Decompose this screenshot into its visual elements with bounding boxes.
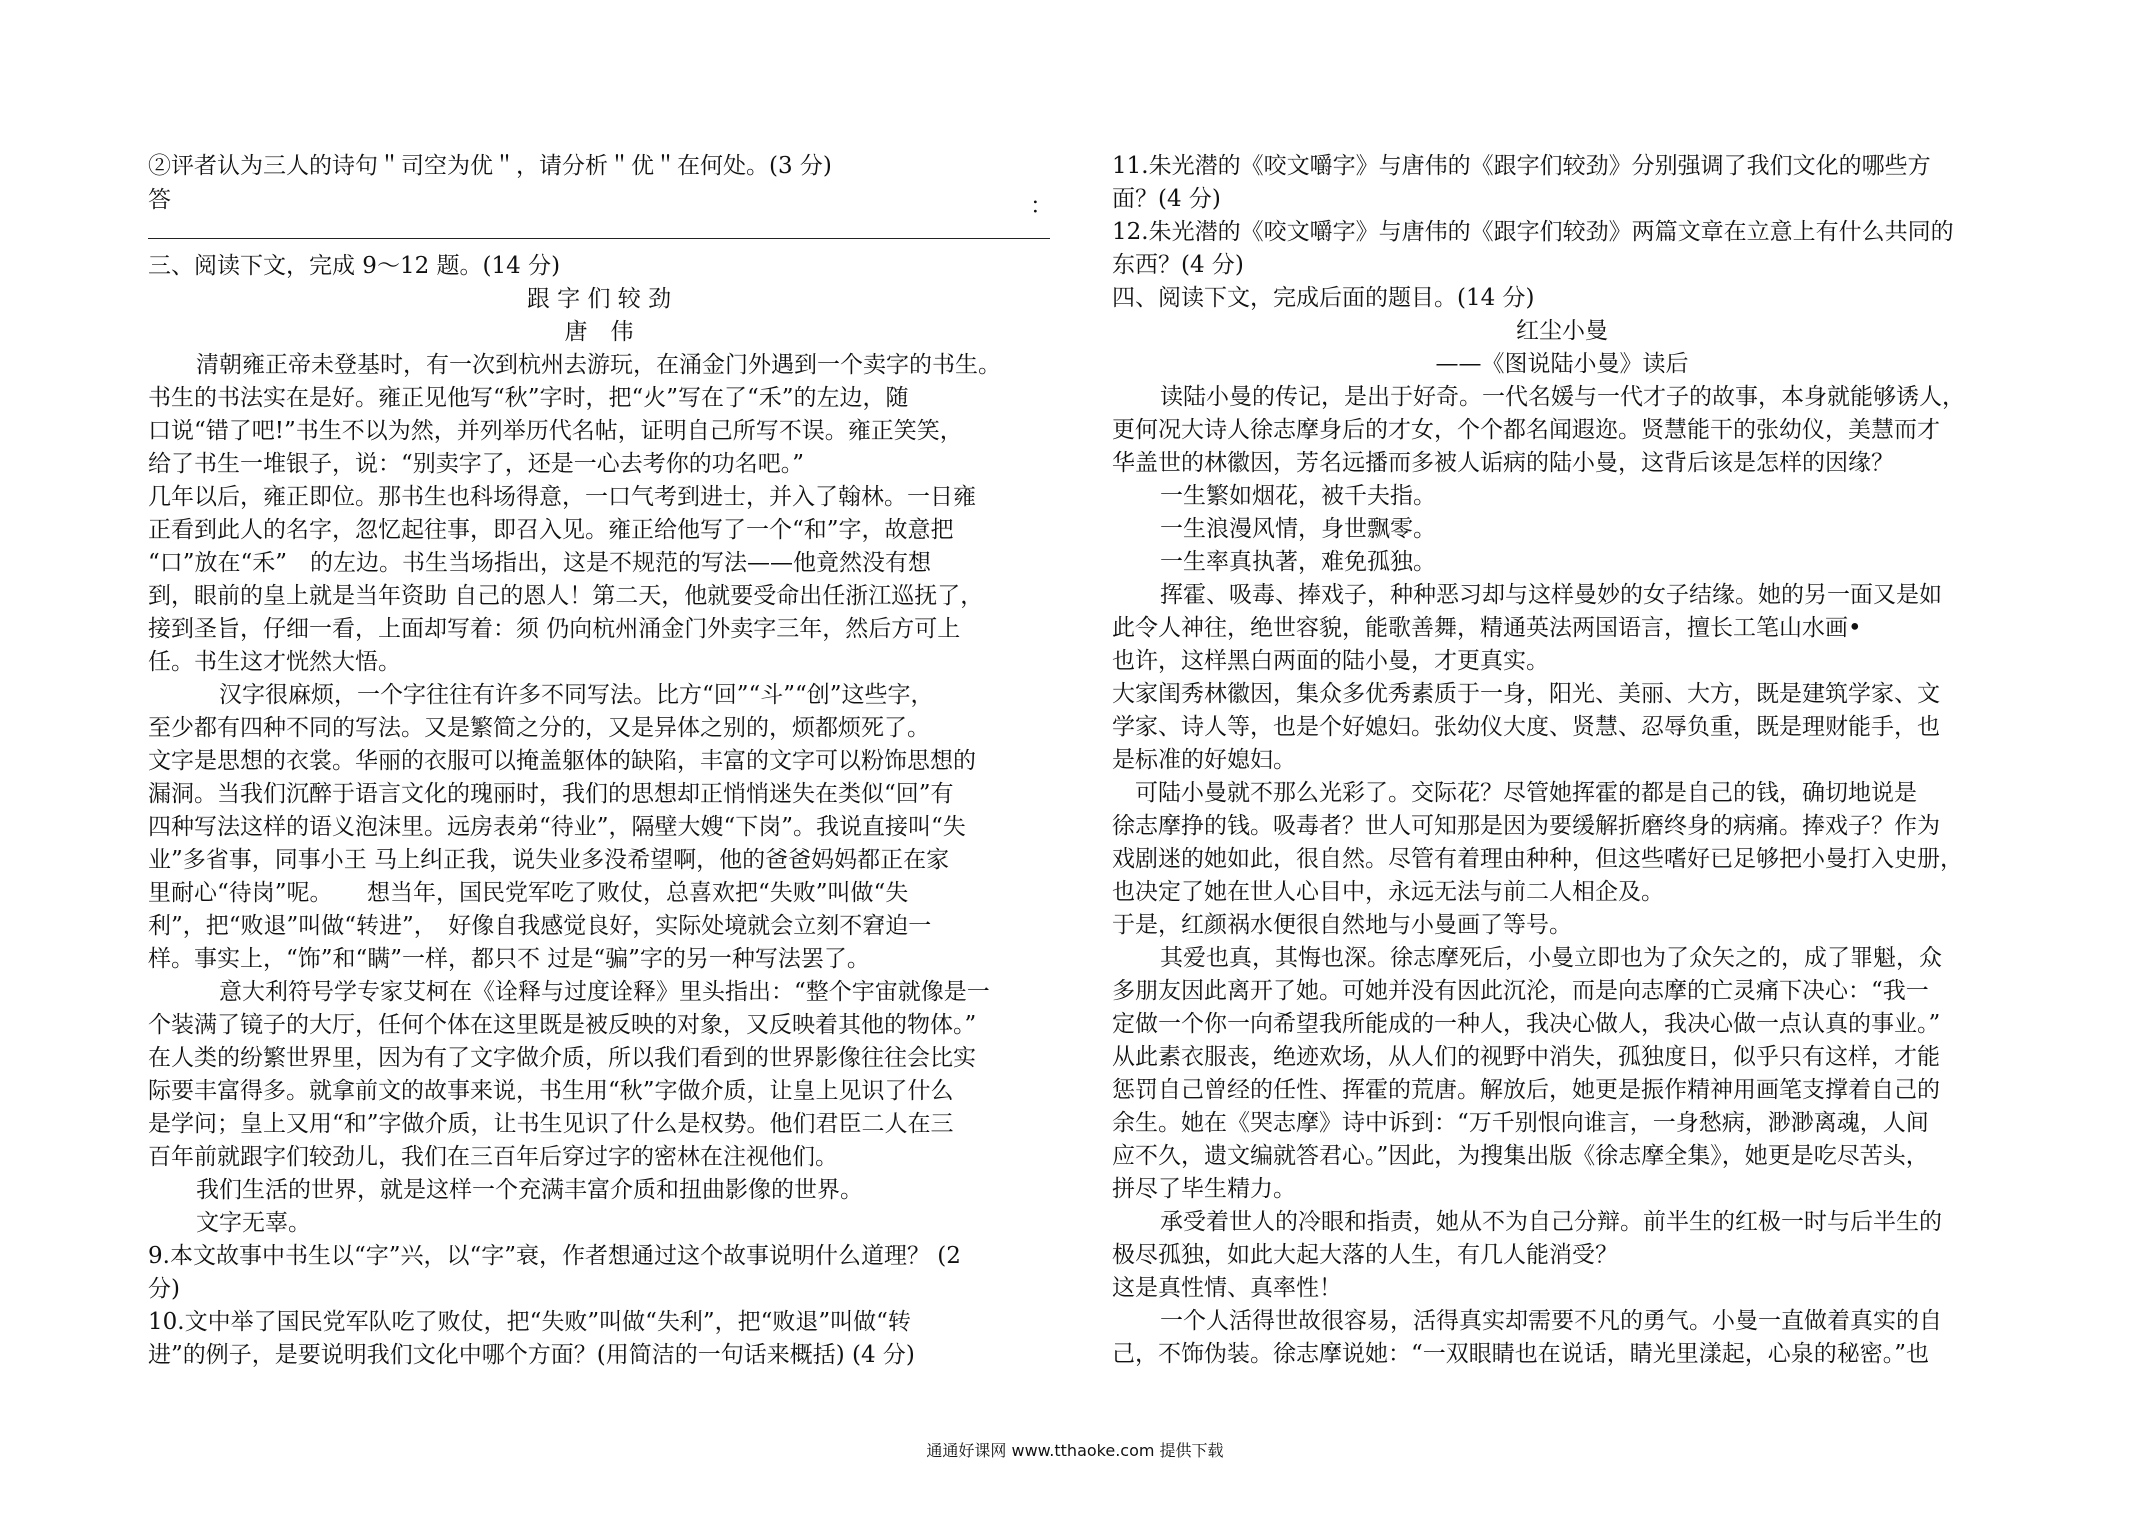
question-9-cont: 分) bbox=[148, 1276, 180, 1302]
paragraph-line: 文字是思想的衣裳。华丽的衣服可以掩盖躯体的缺陷，丰富的文字可以粉饰思想的 bbox=[148, 748, 976, 774]
paragraph-line: 大家闺秀林徽因，集众多优秀素质于一身，阳光、美丽、大方，既是建筑学家、文 bbox=[1112, 681, 1940, 707]
question-8-2: ②评者认为三人的诗句＂司空为优＂，请分析＂优＂在何处。(3 分) bbox=[148, 153, 832, 179]
section-3-heading: 三、阅读下文，完成 9～12 题。(14 分) bbox=[148, 253, 561, 279]
paragraph-line: 业”多省事，同事小王 马上纠正我，说失业多没希望啊，他的爸爸妈妈都正在家 bbox=[148, 847, 950, 873]
paragraph-line: 学家、诗人等，也是个好媳妇。张幼仪大度、贤慧、忍辱负重，既是理财能手，也 bbox=[1112, 714, 1940, 740]
article-title: 红尘小曼 bbox=[1516, 318, 1608, 344]
paragraph-line: 定做一个你一向希望我所能成的一种人，我决心做人，我决心做一点认真的事业。” bbox=[1112, 1011, 1941, 1037]
paragraph-line: 书生的书法实在是好。雍正见他写“秋”字时，把“火”写在了“禾”的左边，随 bbox=[148, 385, 909, 411]
paragraph-line: 际要丰富得多。就拿前文的故事来说，书生用“秋”字做介质，让皇上见识了什么 bbox=[148, 1078, 954, 1104]
paragraph-line: 从此素衣服丧，绝迹欢场，从人们的视野中消失，孤独度日，似乎只有这样，才能 bbox=[1112, 1044, 1940, 1070]
paragraph-line: 一个人活得世故很容易，活得真实却需要不凡的勇气。小曼一直做着真实的自 bbox=[1160, 1308, 1942, 1334]
article-title: 跟 字 们 较 劲 bbox=[526, 286, 672, 312]
paragraph-line: 给了书生一堆银子，说：“别卖字了，还是一心去考你的功名吧。” bbox=[148, 451, 805, 477]
paragraph-line: 己，不饰伪装。徐志摩说她：“一双眼睛也在说话，睛光里漾起，心泉的秘密。”也 bbox=[1112, 1341, 1930, 1367]
paragraph-line: 也决定了她在世人心目中，永远无法与前二人相企及。 bbox=[1112, 879, 1664, 905]
question-9: 9.本文故事中书生以“字”兴，以“字”衰，作者想通过这个故事说明什么道理？ (2 bbox=[148, 1243, 961, 1269]
paragraph-line: 应不久，遗文编就答君心。”因此，为搜集出版《徐志摩全集》，她更是吃尽苦头， bbox=[1112, 1143, 1929, 1169]
paragraph-line: 挥霍、吸毒、捧戏子，种种恶习却与这样曼妙的女子结缘。她的另一面又是如 bbox=[1160, 582, 1942, 608]
answer-colon: ： bbox=[1030, 193, 1053, 219]
paragraph-line: 漏洞。当我们沉醉于语言文化的瑰丽时，我们的思想却正悄悄迷失在类似“回”有 bbox=[148, 781, 954, 807]
paragraph-line: 是标准的好媳妇。 bbox=[1112, 747, 1296, 773]
paragraph-line: 华盖世的林徽因，芳名远播而多被人诟病的陆小曼，这背后该是怎样的因缘？ bbox=[1112, 450, 1894, 476]
paragraph-line: 正看到此人的名字，忽忆起往事，即召入见。雍正给他写了一个“和”字，故意把 bbox=[148, 517, 954, 543]
paragraph-line: 样。事实上，“饰”和“瞒”一样，都只不 过是“骗”字的另一种写法罢了。 bbox=[148, 946, 870, 972]
question-11: 11.朱光潜的《咬文嚼字》与唐伟的《跟字们较劲》分别强调了我们文化的哪些方 bbox=[1112, 153, 1931, 179]
paragraph-line: 这是真性情、真率性！ bbox=[1112, 1275, 1342, 1301]
paragraph-line: 读陆小曼的传记，是出于好奇。一代名媛与一代才子的故事，本身就能够诱人， bbox=[1160, 384, 1965, 410]
paragraph-line: 一生繁如烟花，被千夫指。 bbox=[1160, 483, 1436, 509]
paragraph-line: 戏剧迷的她如此，很自然。尽管有着理由种种，但这些嗜好已足够把小曼打入史册， bbox=[1112, 846, 1963, 872]
question-12-cont: 东西？(4 分) bbox=[1112, 252, 1244, 278]
paragraph-line: 徐志摩挣的钱。吸毒者？世人可知那是因为要缓解折磨终身的病痛。捧戏子？作为 bbox=[1112, 813, 1940, 839]
question-10: 10.文中举了国民党军队吃了败仗，把“失败”叫做“失利”，把“败退”叫做“转 bbox=[148, 1309, 911, 1335]
paragraph-line: 利”，把“败退”叫做“转进”， 好像自我感觉良好，实际处境就会立刻不窘迫一 bbox=[148, 913, 932, 939]
right-column bbox=[1112, 0, 2012, 1518]
answer-line bbox=[148, 238, 1050, 239]
question-10-cont: 进”的例子，是要说明我们文化中哪个方面？(用简洁的一句话来概括) (4 分) bbox=[148, 1342, 915, 1368]
paragraph-line: 可陆小曼就不那么光彩了。交际花？尽管她挥霍的都是自己的钱，确切地说是 bbox=[1112, 780, 1917, 806]
paragraph-line: 百年前就跟字们较劲儿，我们在三百年后穿过字的密林在注视他们。 bbox=[148, 1144, 838, 1170]
paragraph-line: 余生。她在《哭志摩》诗中诉到：“万千别恨向谁言，一身愁病，渺渺离魂，人间 bbox=[1112, 1110, 1929, 1136]
footer-credit: 通通好课网 www.tthaoke.com 提供下载 bbox=[926, 1441, 1224, 1460]
paragraph-line: 几年以后，雍正即位。那书生也科场得意，一口气考到进士，并入了翰林。一日雍 bbox=[148, 484, 976, 510]
article-subtitle: ——《图说陆小曼》读后 bbox=[1435, 351, 1689, 377]
question-12: 12.朱光潜的《咬文嚼字》与唐伟的《跟字们较劲》两篇文章在立意上有什么共同的 bbox=[1112, 219, 1954, 245]
article-author: 唐 伟 bbox=[564, 319, 634, 345]
section-4-heading: 四、阅读下文，完成后面的题目。(14 分) bbox=[1112, 285, 1535, 311]
paragraph-line: 更何况大诗人徐志摩身后的才女，个个都名闻遐迩。贤慧能干的张幼仪，美慧而才 bbox=[1112, 417, 1940, 443]
paragraph-line: 承受着世人的冷眼和指责，她从不为自己分辩。前半生的红极一时与后半生的 bbox=[1160, 1209, 1942, 1235]
paragraph-line: 一生浪漫风情，身世飘零。 bbox=[1160, 516, 1436, 542]
paragraph-line: 意大利符号学专家艾柯在《诠释与过度诠释》里头指出：“整个宇宙就像是一 bbox=[196, 979, 990, 1005]
paragraph-line: 四种写法这样的语义泡沫里。远房表弟“待业”，隔壁大嫂“下岗”。我说直接叫“失 bbox=[148, 814, 966, 840]
paragraph-line: 也许，这样黑白两面的陆小曼，才更真实。 bbox=[1112, 648, 1549, 674]
paragraph-line: 此令人神往，绝世容貌，能歌善舞，精通英法两国语言，擅长工笔山水画• bbox=[1112, 615, 1862, 641]
paragraph-line: 拼尽了毕生精力。 bbox=[1112, 1176, 1296, 1202]
paragraph-line: 任。书生这才恍然大悟。 bbox=[148, 649, 401, 675]
paragraph-line: 我们生活的世界，就是这样一个充满丰富介质和扭曲影像的世界。 bbox=[196, 1177, 863, 1203]
paragraph-line: 个装满了镜子的大厅，任何个体在这里既是被反映的对象，又反映着其他的物体。” bbox=[148, 1012, 977, 1038]
paragraph-line: 到，眼前的皇上就是当年资助 自己的恩人！第二天，他就要受命出任浙江巡抚了， bbox=[148, 583, 984, 609]
paragraph-line: 一生率真执著，难免孤独。 bbox=[1160, 549, 1436, 575]
paragraph-line: 口说“错了吧!”书生不以为然，并列举历代名帖，证明自己所写不误。雍正笑笑， bbox=[148, 418, 963, 444]
left-column bbox=[148, 0, 1053, 1518]
paragraph-line: 其爱也真，其悔也深。徐志摩死后，小曼立即也为了众矢之的，成了罪魁，众 bbox=[1160, 945, 1942, 971]
paragraph-line: 于是，红颜祸水便很自然地与小曼画了等号。 bbox=[1112, 912, 1572, 938]
paragraph-line: 多朋友因此离开了她。可她并没有因此沉沦，而是向志摩的亡灵痛下决心：“我一 bbox=[1112, 978, 1929, 1004]
answer-label: 答 bbox=[148, 187, 171, 213]
paragraph-line: 接到圣旨，仔细一看，上面却写着：须 仍向杭州涌金门外卖字三年，然后方可上 bbox=[148, 616, 961, 642]
paragraph-line: 汉字很麻烦，一个字往往有许多不同写法。比方“回”“斗”“创”这些字， bbox=[196, 682, 934, 708]
paragraph-line: 至少都有四种不同的写法。又是繁简之分的，又是异体之别的，烦都烦死了。 bbox=[148, 715, 930, 741]
paragraph-line: 清朝雍正帝未登基时，有一次到杭州去游玩，在涌金门外遇到一个卖字的书生。 bbox=[196, 352, 1001, 378]
paragraph-line: 在人类的纷繁世界里，因为有了文字做介质，所以我们看到的世界影像往往会比实 bbox=[148, 1045, 976, 1071]
paragraph-line: 惩罚自己曾经的任性、挥霍的荒唐。解放后，她更是振作精神用画笔支撑着自己的 bbox=[1112, 1077, 1940, 1103]
paragraph-line: “口”放在“禾” 的左边。书生当场指出，这是不规范的写法——他竟然没有想 bbox=[148, 550, 932, 576]
paragraph-line: 是学问；皇上又用“和”字做介质，让书生见识了什么是权势。他们君臣二人在三 bbox=[148, 1111, 954, 1137]
paragraph-line: 极尽孤独，如此大起大落的人生，有几人能消受？ bbox=[1112, 1242, 1618, 1268]
paragraph-line: 文字无辜。 bbox=[196, 1210, 311, 1236]
paragraph-line: 里耐心“待岗”呢。 想当年，国民党军吃了败仗，总喜欢把“失败”叫做“失 bbox=[148, 880, 909, 906]
question-11-cont: 面？(4 分) bbox=[1112, 186, 1221, 212]
